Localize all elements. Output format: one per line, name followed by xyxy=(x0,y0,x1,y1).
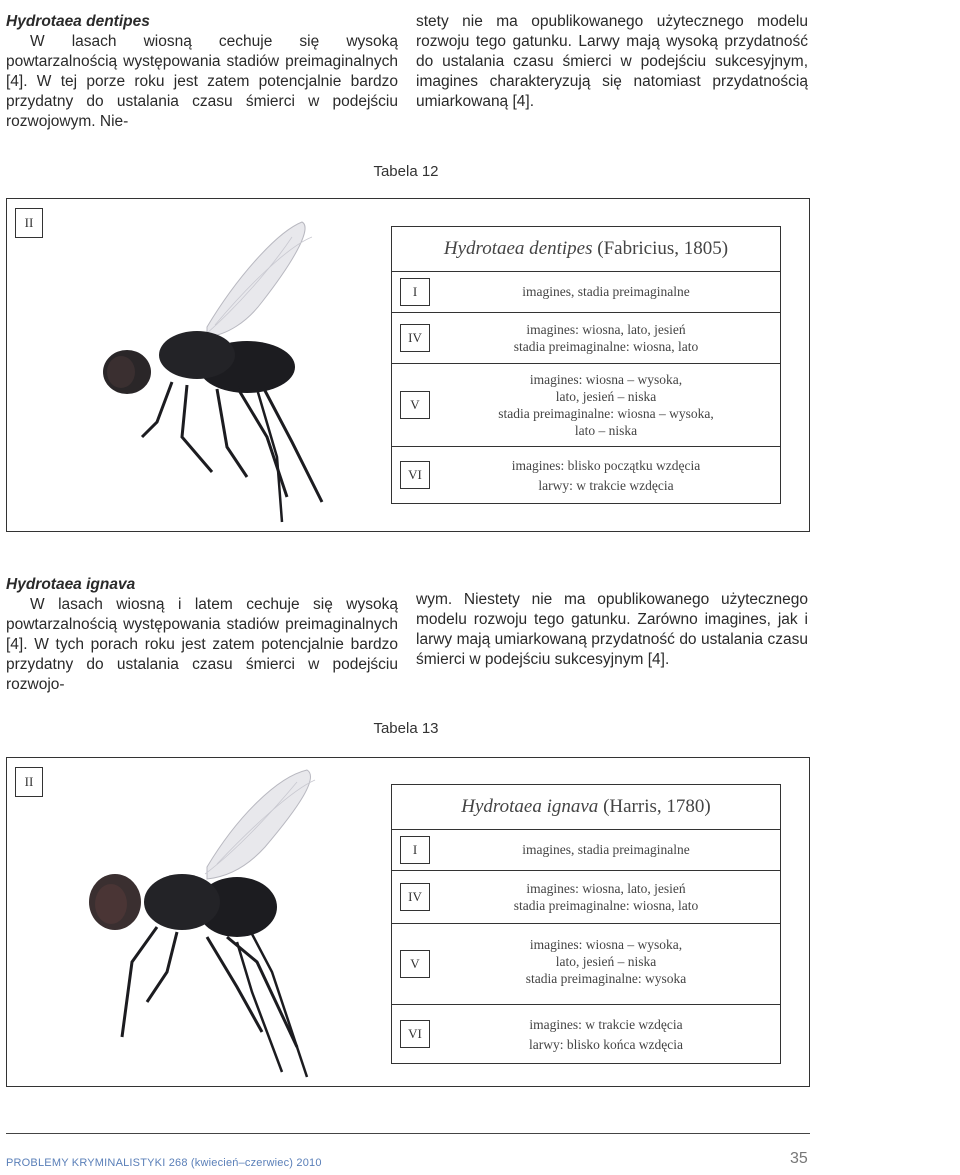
fly-dentipes-image xyxy=(87,207,337,527)
table12-row xyxy=(392,363,780,446)
table12-row xyxy=(392,312,780,363)
table12-row-text: lato, jesień – niska xyxy=(555,389,657,404)
section2-left-column xyxy=(6,575,398,695)
fly-ignava-image xyxy=(87,762,337,1082)
table12-grid xyxy=(391,226,781,504)
section1-heading: Hydrotaea dentipes xyxy=(6,13,150,30)
table12-row-num: IV xyxy=(400,324,430,352)
table12-row-text: larwy: w trakcie wzdęcia xyxy=(538,478,674,493)
table12-row-text: lato – niska xyxy=(574,423,638,438)
table13-row-num: VI xyxy=(400,1020,430,1048)
section1-left-column xyxy=(6,12,398,132)
table12-row xyxy=(392,446,780,503)
journal-footer: PROBLEMY KRYMINALISTYKI 268 (kwiecień–czerwiec) 2010 xyxy=(6,1157,322,1169)
table12-row-text: stadia preimaginalne: wiosna, lato xyxy=(513,339,699,354)
table13-row-text: stadia preimaginalne: wiosna, lato xyxy=(513,898,699,913)
table13-row-text: imagines: w trakcie wzdęcia xyxy=(529,1017,683,1032)
footer-rule xyxy=(6,1133,810,1134)
table13-figure xyxy=(6,757,810,1087)
table13-row-text: lato, jesień – niska xyxy=(555,954,657,969)
table12-row-num: V xyxy=(400,391,430,419)
table13-row xyxy=(392,870,780,923)
section1-left-text: W lasach wiosną cechuje się wysoką powtarzalnością występowania stadiów preimaginalnych [4]. W tej porze roku jest zatem potencjalnie bardzo przydatny do ustalania czasu śmierci w podejściu rozwojowym. Nie- xyxy=(6,33,398,130)
page-number: 35 xyxy=(790,1150,808,1167)
table13-row-num: IV xyxy=(400,883,430,911)
table13-row-text: imagines: wiosna, lato, jesień xyxy=(526,881,686,896)
table12-author: (Fabricius, 1805) xyxy=(597,238,729,259)
table13-species: Hydrotaea ignava xyxy=(461,796,599,817)
table13-row xyxy=(392,1004,780,1063)
table12-row-text: stadia preimaginalne: wiosna – wysoka, xyxy=(498,406,714,421)
table12-species: Hydrotaea dentipes xyxy=(443,238,593,259)
table12-row xyxy=(392,271,780,312)
section2-left-text: W lasach wiosną i latem cechuje się wysoką powtarzalnością występowania stadiów preimaginalnych [4]. W tych porach roku jest zatem potencjalnie bardzo przydatny do ustalania czasu śmierci w podejściu rozwojo- xyxy=(6,596,398,693)
table13-figure-tag: II xyxy=(15,767,43,797)
table13-row xyxy=(392,829,780,870)
table13-grid xyxy=(391,784,781,1064)
table13-row-text: larwy: blisko końca wzdęcia xyxy=(528,1037,684,1052)
table13-row xyxy=(392,923,780,1004)
table13-author: (Harris, 1780) xyxy=(603,796,711,817)
table12-row-text: imagines: wiosna, lato, jesień xyxy=(526,322,686,337)
table13-row-text: imagines: wiosna – wysoka, xyxy=(529,937,683,952)
table12-row-text: imagines: blisko początku wzdęcia xyxy=(511,458,701,473)
section2-right-text: wym. Niestety nie ma opublikowanego użytecznego modelu rozwoju tego gatunku. Zarówno imagines, jak i larwy mają umiarkowaną przydatność do ustalania czasu śmierci w podejściu sukcesyjnym [4]. xyxy=(416,591,808,668)
table12-title xyxy=(392,227,780,271)
table13-caption: Tabela 13 xyxy=(373,720,439,737)
table12-caption: Tabela 12 xyxy=(373,163,439,180)
table13-row-num: I xyxy=(400,836,430,864)
section2-right-column xyxy=(416,590,808,670)
table12-row-num: VI xyxy=(400,461,430,489)
table12-row-num: I xyxy=(400,278,430,306)
section1-right-text: stety nie ma opublikowanego użytecznego modelu rozwoju tego gatunku. Larwy mają wysoką przydatność do ustalania czasu śmierci w podejściu sukcesyjnym, imagines charakteryzują się natomiast przydatnością umiarkowaną [4]. xyxy=(416,13,808,110)
table12-row-text: imagines, stadia preimaginalne xyxy=(522,284,690,299)
table12-figure xyxy=(6,198,810,532)
table12-row-text: imagines: wiosna – wysoka, xyxy=(529,372,683,387)
table13-row-num: V xyxy=(400,950,430,978)
table12-figure-tag: II xyxy=(15,208,43,238)
table13-row-text: imagines, stadia preimaginalne xyxy=(522,842,690,857)
table13-row-text: stadia preimaginalne: wysoka xyxy=(525,971,687,986)
section2-heading: Hydrotaea ignava xyxy=(6,576,136,593)
table13-title xyxy=(392,785,780,829)
section1-right-column xyxy=(416,12,808,112)
